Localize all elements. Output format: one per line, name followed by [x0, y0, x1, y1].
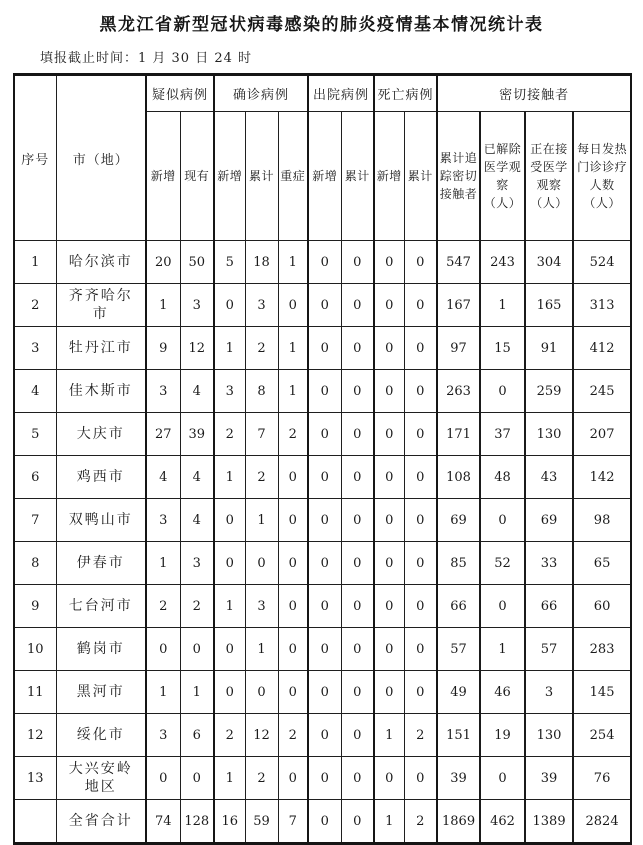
table-cell: 60 [573, 585, 631, 628]
table-cell: 0 [404, 370, 437, 413]
table-cell: 165 [525, 284, 573, 327]
table-cell: 142 [573, 456, 631, 499]
table-cell: 0 [404, 413, 437, 456]
table-cell: 0 [308, 542, 341, 585]
table-cell: 2 [180, 585, 214, 628]
table-cell: 7 [245, 413, 278, 456]
row-serial: 7 [14, 499, 56, 542]
table-row [14, 327, 631, 370]
table-cell: 0 [374, 456, 404, 499]
table-cell: 1389 [525, 800, 573, 844]
table-cell: 4 [180, 456, 214, 499]
table-cell: 57 [437, 628, 480, 671]
table-cell: 0 [214, 499, 245, 542]
table-cell: 57 [525, 628, 573, 671]
col-sub-header: 现有 [180, 112, 214, 241]
table-cell: 0 [404, 542, 437, 585]
table-cell: 0 [480, 757, 525, 800]
table-cell: 108 [437, 456, 480, 499]
table-row [14, 499, 631, 542]
col-sub-header: 累计 [341, 112, 374, 241]
table-cell: 0 [308, 370, 341, 413]
table-cell: 1 [480, 628, 525, 671]
table-cell: 151 [437, 714, 480, 757]
table-cell: 27 [146, 413, 180, 456]
table-row [14, 370, 631, 413]
row-serial: 13 [14, 757, 56, 800]
table-cell: 0 [180, 628, 214, 671]
table-cell: 2 [278, 413, 308, 456]
table-cell: 412 [573, 327, 631, 370]
table-cell: 0 [308, 585, 341, 628]
table-cell: 1 [214, 585, 245, 628]
table-header [14, 75, 631, 241]
table-cell: 3 [214, 370, 245, 413]
col-group-header: 确诊病例 [214, 75, 308, 112]
table-cell: 1 [278, 327, 308, 370]
table-cell: 2824 [573, 800, 631, 844]
table-cell: 0 [308, 671, 341, 714]
table-cell: 0 [404, 327, 437, 370]
col-sub-header: 每日发热门诊诊疗人数（人） [573, 112, 631, 241]
table-cell: 49 [437, 671, 480, 714]
col-group-header: 出院病例 [308, 75, 374, 112]
row-serial: 9 [14, 585, 56, 628]
table-cell: 43 [525, 456, 573, 499]
row-city: 鹤岗市 [56, 628, 146, 671]
row-city: 大庆市 [56, 413, 146, 456]
row-city: 佳木斯市 [56, 370, 146, 413]
table-cell: 1 [146, 671, 180, 714]
table-cell: 0 [278, 499, 308, 542]
table-cell: 263 [437, 370, 480, 413]
table-cell: 48 [480, 456, 525, 499]
table-cell: 0 [308, 413, 341, 456]
table-cell: 0 [341, 628, 374, 671]
table-cell: 2 [404, 800, 437, 844]
col-sub-header: 累计追踪密切接触者 [437, 112, 480, 241]
table-cell: 0 [374, 499, 404, 542]
table-cell: 66 [437, 585, 480, 628]
table-cell: 2 [146, 585, 180, 628]
row-serial [14, 800, 56, 844]
table-cell: 50 [180, 241, 214, 284]
col-sub-header: 已解除医学观察（人） [480, 112, 525, 241]
table-cell: 98 [573, 499, 631, 542]
table-cell: 0 [278, 542, 308, 585]
table-cell: 3 [146, 499, 180, 542]
table-cell: 0 [308, 757, 341, 800]
table-cell: 0 [308, 499, 341, 542]
table-cell: 1869 [437, 800, 480, 844]
table-cell: 1 [278, 370, 308, 413]
table-cell: 76 [573, 757, 631, 800]
table-cell: 0 [374, 585, 404, 628]
table-cell: 0 [341, 585, 374, 628]
table-row [14, 413, 631, 456]
row-serial: 12 [14, 714, 56, 757]
row-serial: 10 [14, 628, 56, 671]
table-row [14, 585, 631, 628]
row-city: 齐齐哈尔市 [56, 284, 146, 327]
table-cell: 2 [245, 327, 278, 370]
table-cell: 524 [573, 241, 631, 284]
table-cell: 3 [525, 671, 573, 714]
table-cell: 0 [374, 671, 404, 714]
report-deadline-line: 填报截止时间：1 月 30 日 24 时 [40, 51, 253, 66]
table-cell: 0 [278, 757, 308, 800]
table-cell: 0 [308, 241, 341, 284]
table-cell: 145 [573, 671, 631, 714]
table-cell: 0 [214, 671, 245, 714]
col-group-header: 疑似病例 [146, 75, 214, 112]
row-serial: 1 [14, 241, 56, 284]
table-cell: 9 [146, 327, 180, 370]
row-city: 绥化市 [56, 714, 146, 757]
table-cell: 12 [245, 714, 278, 757]
table-cell: 1 [245, 499, 278, 542]
table-cell: 0 [146, 757, 180, 800]
col-sub-header: 新增 [146, 112, 180, 241]
table-cell: 0 [374, 542, 404, 585]
table-cell: 0 [245, 542, 278, 585]
col-sub-header: 重症 [278, 112, 308, 241]
table-cell: 4 [146, 456, 180, 499]
row-city: 双鸭山市 [56, 499, 146, 542]
table-cell: 0 [404, 456, 437, 499]
table-cell: 0 [404, 284, 437, 327]
table-cell: 0 [480, 370, 525, 413]
table-row [14, 542, 631, 585]
table-cell: 69 [525, 499, 573, 542]
row-serial: 3 [14, 327, 56, 370]
table-cell: 0 [245, 671, 278, 714]
table-cell: 12 [180, 327, 214, 370]
table-row [14, 757, 631, 800]
table-cell: 46 [480, 671, 525, 714]
table-row [14, 456, 631, 499]
table-cell: 91 [525, 327, 573, 370]
table-cell: 1 [245, 628, 278, 671]
table-cell: 16 [214, 800, 245, 844]
table-cell: 0 [374, 284, 404, 327]
table-cell: 0 [404, 585, 437, 628]
table-cell: 0 [308, 628, 341, 671]
table-cell: 0 [341, 370, 374, 413]
col-sub-header: 正在接受医学观察（人） [525, 112, 573, 241]
table-cell: 1 [278, 241, 308, 284]
table-cell: 6 [180, 714, 214, 757]
table-cell: 313 [573, 284, 631, 327]
table-cell: 283 [573, 628, 631, 671]
table-cell: 3 [245, 585, 278, 628]
table-cell: 0 [278, 628, 308, 671]
table-cell: 2 [214, 413, 245, 456]
table-cell: 1 [180, 671, 214, 714]
table-cell: 0 [480, 585, 525, 628]
row-serial: 8 [14, 542, 56, 585]
table-cell: 0 [341, 284, 374, 327]
table-cell: 2 [278, 714, 308, 757]
table-cell: 0 [404, 499, 437, 542]
table-cell: 39 [437, 757, 480, 800]
table-cell: 7 [278, 800, 308, 844]
row-city: 大兴安岭地区 [56, 757, 146, 800]
table-cell: 3 [146, 714, 180, 757]
table-cell: 254 [573, 714, 631, 757]
table-cell: 1 [214, 757, 245, 800]
table-cell: 3 [180, 542, 214, 585]
table-row [14, 671, 631, 714]
table-cell: 0 [278, 456, 308, 499]
table-cell: 2 [404, 714, 437, 757]
table-cell: 0 [341, 327, 374, 370]
table-cell: 0 [374, 628, 404, 671]
table-cell: 0 [341, 714, 374, 757]
table-row [14, 628, 631, 671]
table-cell: 33 [525, 542, 573, 585]
col-sub-header: 累计 [404, 112, 437, 241]
table-cell: 167 [437, 284, 480, 327]
row-serial: 4 [14, 370, 56, 413]
table-cell: 1 [480, 284, 525, 327]
table-cell: 20 [146, 241, 180, 284]
row-city: 黑河市 [56, 671, 146, 714]
table-cell: 1 [214, 456, 245, 499]
table-cell: 0 [341, 456, 374, 499]
table-cell: 0 [308, 284, 341, 327]
table-cell: 0 [404, 757, 437, 800]
table-cell: 0 [308, 714, 341, 757]
epidemic-statistics-table [13, 73, 632, 845]
row-city: 鸡西市 [56, 456, 146, 499]
table-cell: 0 [404, 671, 437, 714]
table-cell: 39 [180, 413, 214, 456]
table-cell: 4 [180, 499, 214, 542]
table-cell: 39 [525, 757, 573, 800]
col-sub-header: 新增 [374, 112, 404, 241]
table-cell: 0 [404, 628, 437, 671]
table-cell: 1 [146, 542, 180, 585]
table-cell: 5 [214, 241, 245, 284]
table-cell: 462 [480, 800, 525, 844]
table-cell: 171 [437, 413, 480, 456]
table-cell: 0 [146, 628, 180, 671]
table-cell: 8 [245, 370, 278, 413]
table-cell: 0 [278, 284, 308, 327]
table-cell: 52 [480, 542, 525, 585]
table-cell: 74 [146, 800, 180, 844]
row-serial: 11 [14, 671, 56, 714]
table-cell: 0 [214, 542, 245, 585]
table-cell: 0 [278, 585, 308, 628]
table-cell: 0 [308, 800, 341, 844]
table-row [14, 284, 631, 327]
col-group-header: 死亡病例 [374, 75, 437, 112]
row-city: 牡丹江市 [56, 327, 146, 370]
table-cell: 243 [480, 241, 525, 284]
table-cell: 128 [180, 800, 214, 844]
row-serial: 6 [14, 456, 56, 499]
table-cell: 0 [341, 800, 374, 844]
col-header-city: 市（地） [56, 75, 146, 241]
table-cell: 2 [214, 714, 245, 757]
table-cell: 85 [437, 542, 480, 585]
table-cell: 0 [341, 499, 374, 542]
table-cell: 15 [480, 327, 525, 370]
table-cell: 65 [573, 542, 631, 585]
table-cell: 3 [245, 284, 278, 327]
table-cell: 0 [404, 241, 437, 284]
table-cell: 0 [214, 284, 245, 327]
table-cell: 0 [308, 327, 341, 370]
table-cell: 3 [146, 370, 180, 413]
table-cell: 0 [341, 413, 374, 456]
table-cell: 1 [146, 284, 180, 327]
row-city: 全省合计 [56, 800, 146, 844]
table-cell: 0 [374, 241, 404, 284]
table-cell: 0 [374, 327, 404, 370]
col-header-serial: 序号 [14, 75, 56, 241]
col-group-header: 密切接触者 [437, 75, 631, 112]
table-cell: 59 [245, 800, 278, 844]
table-cell: 37 [480, 413, 525, 456]
table-cell: 69 [437, 499, 480, 542]
table-cell: 259 [525, 370, 573, 413]
table-row [14, 241, 631, 284]
col-sub-header: 新增 [214, 112, 245, 241]
table-cell: 19 [480, 714, 525, 757]
table-cell: 0 [341, 241, 374, 284]
table-cell: 547 [437, 241, 480, 284]
table-cell: 1 [374, 800, 404, 844]
table-cell: 207 [573, 413, 631, 456]
table-cell: 0 [341, 757, 374, 800]
table-cell: 0 [278, 671, 308, 714]
row-city: 七台河市 [56, 585, 146, 628]
table-cell: 1 [374, 714, 404, 757]
row-city: 哈尔滨市 [56, 241, 146, 284]
table-cell: 245 [573, 370, 631, 413]
table-cell: 130 [525, 714, 573, 757]
page-title: 黑龙江省新型冠状病毒感染的肺炎疫情基本情况统计表 [99, 15, 544, 35]
table-cell: 0 [180, 757, 214, 800]
table-cell: 0 [214, 628, 245, 671]
table-cell: 2 [245, 456, 278, 499]
table-cell: 1 [214, 327, 245, 370]
table-cell: 0 [341, 542, 374, 585]
table-cell: 0 [341, 671, 374, 714]
col-sub-header: 累计 [245, 112, 278, 241]
table-body [14, 241, 631, 844]
table-row [14, 714, 631, 757]
table-cell: 0 [480, 499, 525, 542]
row-serial: 2 [14, 284, 56, 327]
table-cell: 0 [374, 370, 404, 413]
table-cell: 0 [308, 456, 341, 499]
table-cell: 304 [525, 241, 573, 284]
row-city: 伊春市 [56, 542, 146, 585]
table-cell: 66 [525, 585, 573, 628]
table-cell: 2 [245, 757, 278, 800]
table-cell: 4 [180, 370, 214, 413]
table-cell: 18 [245, 241, 278, 284]
total-row [14, 800, 631, 844]
table-cell: 0 [374, 757, 404, 800]
table-cell: 97 [437, 327, 480, 370]
table-cell: 3 [180, 284, 214, 327]
table-cell: 130 [525, 413, 573, 456]
row-serial: 5 [14, 413, 56, 456]
col-sub-header: 新增 [308, 112, 341, 241]
table-cell: 0 [374, 413, 404, 456]
